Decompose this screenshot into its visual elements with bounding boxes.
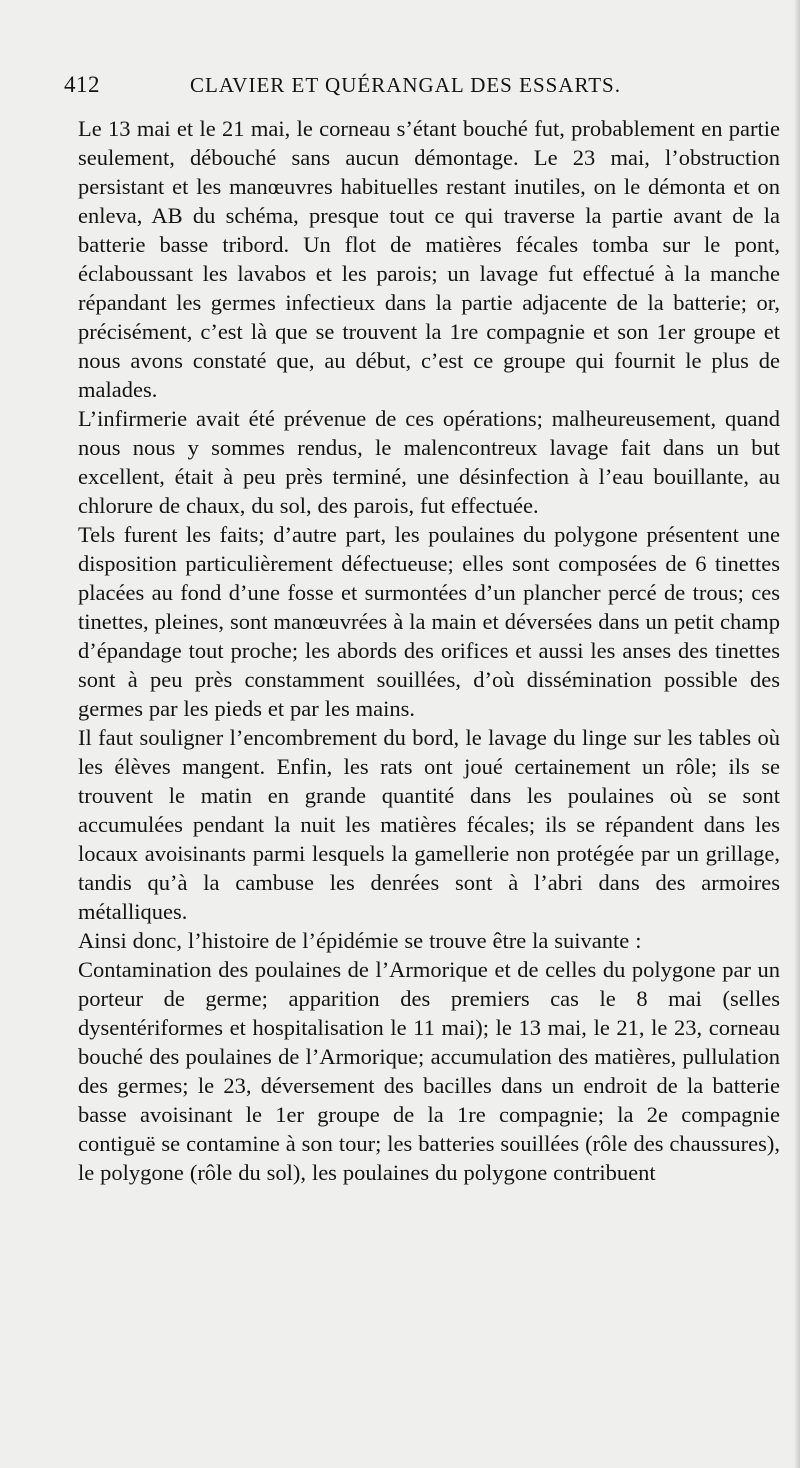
paragraph-contamination: Contamination des poulaines de l’Armorique et de celles du polygone par un porteur de germe; apparition des premiers cas le 8 mai (selles dysentériformes et hospitalisation le 11 mai); le 13 mai, le 21, le 23, corneau bouché des poulaines de l’Armorique; accumulation des matières, pullulation des germes; le 23, déversement des bacilles dans un endroit de la batterie basse avoisinant le 1er groupe de la 1re compagnie; la 2e compagnie contiguë se contamine à son tour; les batteries souillées (rôle des chaussures), le polygone (rôle du sol), les poulaines du polygone contribuent xyxy=(78,957,780,1185)
paragraph-encombrement: Il faut souligner l’encombrement du bord, le lavage du linge sur les tables où les élèves mangent. Enfin, les rats ont joué certainement un rôle; ils se trouvent le matin en grande quantité dans les poulaines où se sont accumulées pendant la nuit les matières fécales; ils se répandent dans les locaux avoisinants parmi lesquels la gamellerie non protégée par un grillage, tandis qu’à la cambuse les denrées sont à l’abri dans des armoires métalliques. xyxy=(78,725,780,924)
page-number: 412 xyxy=(64,72,100,97)
paragraph-ainsi-donc: Ainsi donc, l’histoire de l’épidémie se trouve être la suivante : xyxy=(78,928,642,953)
body-text xyxy=(78,114,780,1187)
running-title: CLAVIER ET QUÉRANGAL DES ESSARTS. xyxy=(190,73,621,97)
page-header xyxy=(0,70,800,100)
paragraph-corneau: Le 13 mai et le 21 mai, le corneau s’étant bouché fut, probablement en partie seulement, débouché sans aucun démontage. Le 23 mai, l’obstruction persistant et les manœuvres habituelles restant inutiles, on le démonta et on enleva, AB du schéma, presque tout ce qui traverse la partie avant de la batterie basse tribord. Un flot de matières fécales tomba sur le pont, éclaboussant les lavabos et les parois; un lavage fut effectué à la manche répandant les germes infectieux dans la partie adjacente de la batterie; or, précisément, c’est là que se trouvent la 1re compagnie et son 1er groupe et nous avons constaté que, au début, c’est ce groupe qui fournit le plus de malades. xyxy=(78,116,780,402)
page-edge-shadow xyxy=(794,0,800,1468)
paragraph-infirmerie: L’infirmerie avait été prévenue de ces opérations; malheureusement, quand nous nous y sommes rendus, le malencontreux lavage fait dans un but excellent, était à peu près terminé, une désinfection à l’eau bouillante, au chlorure de chaux, du sol, des parois, fut effectuée. xyxy=(78,406,780,518)
paragraph-poulaines-polygone: Tels furent les faits; d’autre part, les poulaines du polygone présentent une disposition particulièrement défectueuse; elles sont composées de 6 tinettes placées au fond d’une fosse et surmontées d’un plancher percé de trous; ces tinettes, pleines, sont manœuvrées à la main et déversées dans un petit champ d’épandage tout proche; les abords des orifices et aussi les anses des tinettes sont à peu près constamment souillées, d’où dissémination possible des germes par les pieds et par les mains. xyxy=(78,522,780,721)
